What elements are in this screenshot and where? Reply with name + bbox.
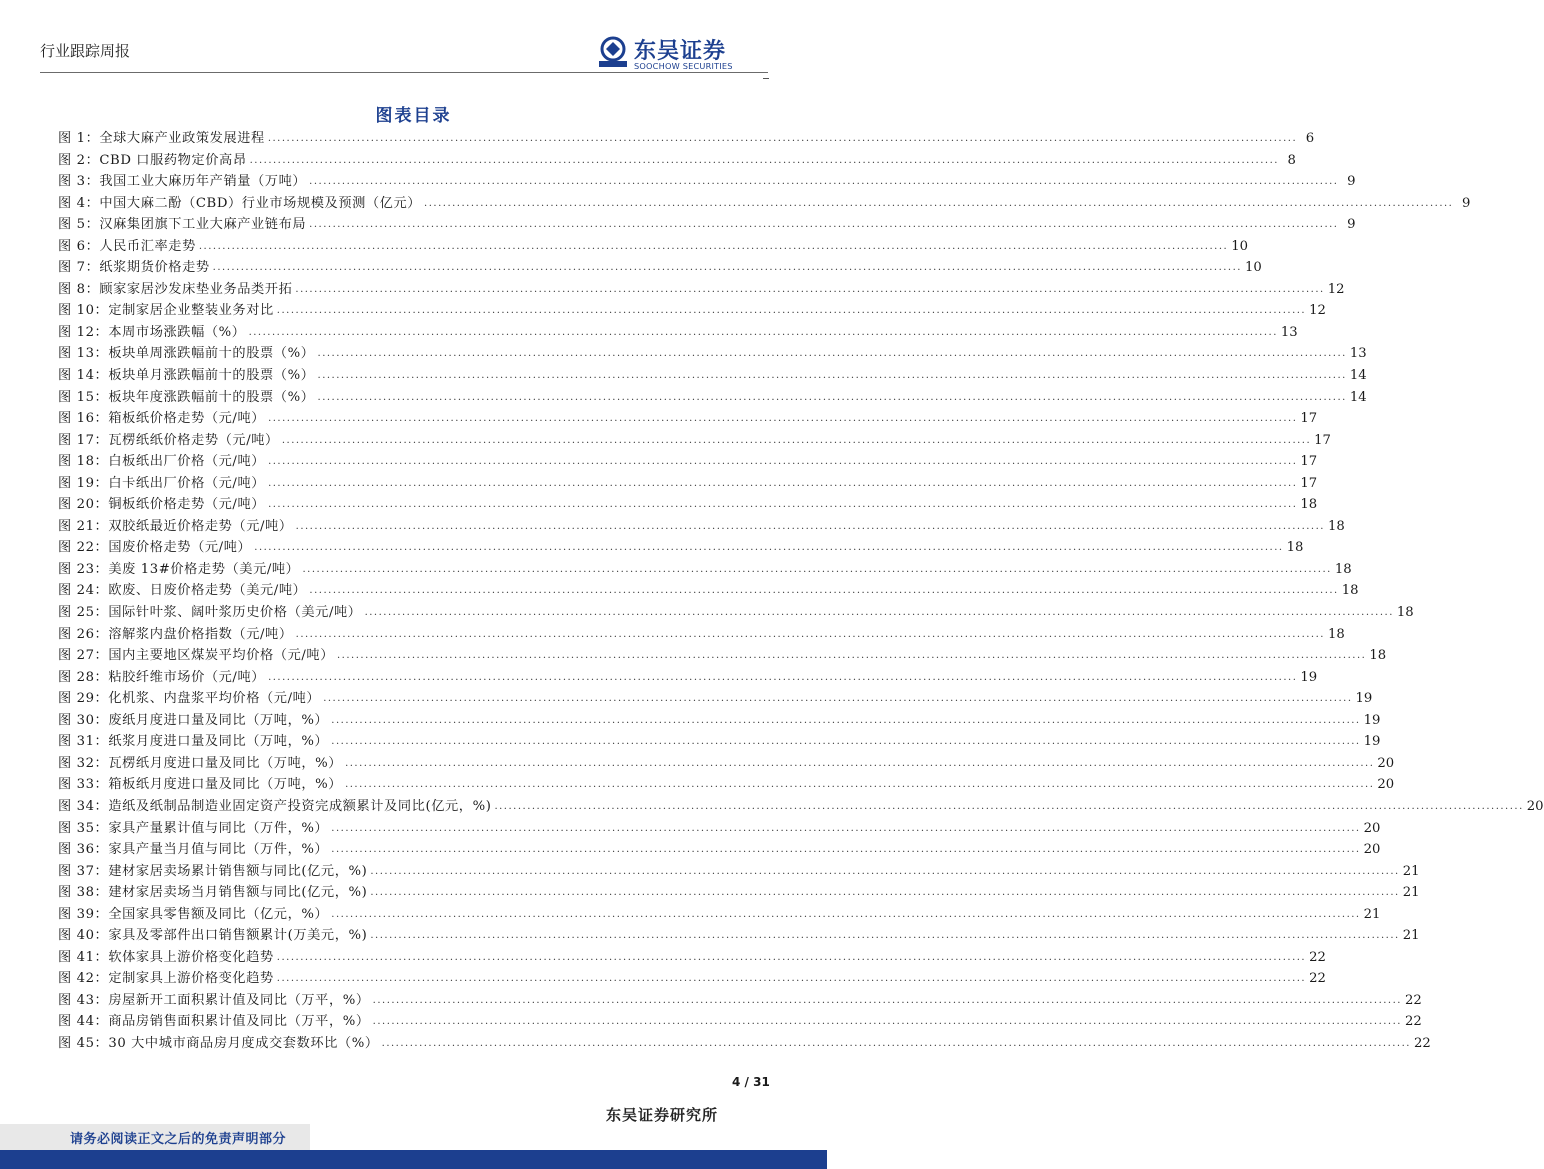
header-tick-mark [763,78,769,79]
toc-entry[interactable] [58,580,1359,602]
toc-entry-page: 14 [1349,389,1367,405]
toc-entry-page: 20 [1363,820,1381,836]
toc-entry[interactable] [58,193,1471,215]
dot-leader: ............................................................................................................................................................................................................................ [295,628,1325,640]
dot-leader: ............................................................................................................................................................................................................................ [309,585,1339,597]
toc-entry-label: 图 35：家具产量累计值与同比（万件，%） [58,820,329,836]
toc-entry[interactable] [58,839,1381,861]
toc-entry-page: 9 [1347,174,1356,190]
dot-leader: ............................................................................................................................................................................................................................ [268,671,1298,683]
dot-leader: ............................................................................................................................................................................................................................ [295,283,1325,295]
toc-entry-page: 20 [1526,798,1544,814]
toc-entry-label: 图 8：顾家家居沙发床垫业务品类开拓 [58,281,293,297]
toc-entry[interactable] [58,753,1395,775]
toc-entry-page: 18 [1369,648,1387,664]
dot-leader: ............................................................................................................................................................................................................................ [331,736,1361,748]
toc-entry[interactable] [58,408,1318,430]
dot-leader: ............................................................................................................................................................................................................................ [372,1016,1402,1028]
toc-entry-page: 20 [1377,755,1395,771]
toc-entry[interactable] [58,322,1298,344]
toc-entry[interactable] [58,602,1414,624]
toc-entry-label: 图 45：30 大中城市商品房月度成交套数环比（%） [58,1035,379,1051]
dot-leader: ............................................................................................................................................................................................................................ [381,1037,1411,1049]
toc-entry-page: 18 [1327,518,1345,534]
dot-leader: ............................................................................................................................................................................................................................ [267,133,1298,144]
dot-leader: ............................................................................................................................................................................................................................ [331,822,1361,834]
toc-entry-page: 18 [1334,561,1352,577]
toc-entry[interactable] [58,279,1345,301]
toc-entry-label: 图 27：国内主要地区煤炭平均价格（元/吨） [58,648,334,664]
toc-entry-label: 图 21：双胶纸最近价格走势（元/吨） [58,518,293,534]
toc-entry[interactable] [58,968,1326,990]
toc-entry-page: 17 [1314,432,1331,448]
toc-entry-page: 22 [1404,1014,1422,1030]
dot-leader: ............................................................................................................................................................................................................................ [317,370,1347,382]
toc-entry-page: 12 [1327,281,1345,297]
toc-entry-label: 图 13：板块单周涨跌幅前十的股票（%） [58,346,315,362]
toc-entry[interactable] [58,150,1296,172]
toc-entry[interactable] [58,559,1352,581]
toc-entry-page: 13 [1280,324,1298,340]
page-indicator: 4 / 31 [732,1075,770,1089]
toc-entry[interactable] [58,990,1422,1012]
logo-chinese-name: 东吴证券 [634,39,727,64]
toc-entry-label: 图 4：中国大麻二酚（CBD）行业市场规模及预测（亿元） [58,195,422,211]
dot-leader: ............................................................................................................................................................................................................................ [212,262,1242,274]
toc-entry-page: 18 [1286,540,1304,556]
toc-entry-label: 图 19：白卡纸出厂价格（元/吨） [58,475,266,491]
toc-entry-label: 图 39：全国家具零售额及同比（亿元，%） [58,906,329,922]
toc-entry-page: 17 [1300,454,1318,470]
dot-leader: ............................................................................................................................................................................................................................ [268,456,1298,468]
dot-leader: ............................................................................................................................................................................................................................ [317,348,1347,360]
dot-leader: ............................................................................................................................................................................................................................ [370,930,1400,942]
toc-entry-page: 6 [1305,131,1315,146]
toc-entry[interactable] [58,904,1381,926]
dot-leader: ............................................................................................................................................................................................................................ [276,951,1307,963]
toc-entry-label: 图 15：板块年度涨跌幅前十的股票（%） [58,389,315,405]
toc-entry[interactable] [58,516,1345,538]
toc-entry-page: 14 [1349,368,1367,384]
toc-entry-label: 图 40：家具及零部件出口销售额累计(万美元，%) [58,928,368,944]
dot-leader: ............................................................................................................................................................................................................................ [198,240,1229,252]
toc-entry[interactable] [58,494,1318,516]
toc-entry-label: 图 5：汉麻集团旗下工业大麻产业链布局 [58,217,307,233]
dot-leader: ............................................................................................................................................................................................................................ [364,607,1394,619]
dot-leader: ............................................................................................................................................................................................................................ [309,219,1339,231]
toc-entry[interactable] [58,214,1356,236]
toc-entry[interactable] [58,257,1262,279]
figure-list [58,128,1544,1055]
toc-entry[interactable] [58,1011,1422,1033]
toc-entry-label: 图 31：纸浆月度进口量及同比（万吨，%） [58,734,329,750]
logo-english-name: SOOCHOW SECURITIES [634,61,733,71]
toc-entry[interactable] [58,818,1381,840]
toc-entry[interactable] [58,171,1356,193]
dot-leader: ............................................................................................................................................................................................................................ [268,499,1298,511]
toc-entry-page: 21 [1402,885,1420,901]
toc-entry-page: 20 [1377,777,1395,793]
toc-entry-page: 19 [1300,669,1318,685]
toc-entry-page: 22 [1309,971,1326,987]
toc-entry-page: 20 [1363,842,1381,858]
dot-leader: ............................................................................................................................................................................................................................ [331,908,1361,920]
toc-entry-page: 19 [1363,734,1381,750]
toc-entry-label: 图 2：CBD 口服药物定价高昂 [58,152,247,168]
toc-entry-label: 图 18：白板纸出厂价格（元/吨） [58,454,266,470]
dot-leader: ............................................................................................................................................................................................................................ [494,800,1524,812]
toc-entry[interactable] [58,537,1304,559]
toc-entry-label: 图 17：瓦楞纸纸价格走势（元/吨） [58,432,279,448]
toc-entry-label: 图 41：软体家具上游价格变化趋势 [58,949,274,965]
toc-entry[interactable] [58,710,1381,732]
toc-entry[interactable] [58,1033,1431,1055]
dot-leader: ............................................................................................................................................................................................................................ [276,973,1307,985]
toc-entry-label: 图 12：本周市场涨跌幅（%） [58,324,246,340]
toc-entry-label: 图 29：化机浆、内盘浆平均价格（元/吨） [58,691,321,707]
dot-leader: ............................................................................................................................................................................................................................ [331,714,1361,726]
toc-entry[interactable] [58,861,1420,883]
toc-entry-page: 22 [1309,949,1326,965]
toc-entry[interactable] [58,796,1544,818]
footer-band [0,1150,827,1169]
toc-entry-page: 10 [1244,260,1262,276]
toc-entry-label: 图 44：商品房销售面积累计值及同比（万平，%） [58,1014,370,1030]
toc-entry-page: 10 [1231,238,1248,254]
dot-leader: ............................................................................................................................................................................................................................ [345,757,1375,769]
toc-entry[interactable] [58,236,1248,258]
toc-entry-label: 图 1：全球大麻产业政策发展进程 [58,131,265,146]
dot-leader: ............................................................................................................................................................................................................................ [337,650,1367,662]
toc-entry-page: 9 [1461,195,1471,211]
toc-entry-page: 19 [1363,712,1381,728]
report-type-label: 行业跟踪周报 [40,42,131,60]
toc-entry-page: 21 [1363,906,1381,922]
toc-entry[interactable] [58,451,1318,473]
toc-entry-label: 图 25：国际针叶浆、阔叶浆历史价格（美元/吨） [58,605,362,621]
toc-entry-label: 图 28：粘胶纤维市场价（元/吨） [58,669,266,685]
dot-leader: ............................................................................................................................................................................................................................ [345,779,1375,791]
toc-entry-page: 18 [1300,497,1318,513]
dot-leader: ............................................................................................................................................................................................................................ [370,887,1400,899]
scs-logo-icon [598,36,628,68]
dot-leader: ............................................................................................................................................................................................................................ [249,154,1279,166]
dot-leader: ............................................................................................................................................................................................................................ [268,477,1298,489]
header-divider [40,72,768,73]
toc-entry-page: 22 [1413,1035,1431,1051]
toc-entry-label: 图 22：国废价格走势（元/吨） [58,540,252,556]
toc-entry[interactable] [58,128,1315,150]
toc-entry-label: 图 3：我国工业大麻历年产销量（万吨） [58,174,307,190]
toc-entry-label: 图 16：箱板纸价格走势（元/吨） [58,411,266,427]
toc-entry[interactable] [58,667,1318,689]
dot-leader: ............................................................................................................................................................................................................................ [268,413,1298,425]
toc-entry-page: 18 [1341,583,1359,599]
dot-leader: ............................................................................................................................................................................................................................ [331,844,1361,856]
toc-entry-page: 21 [1402,928,1420,944]
toc-title: 图表目录 [375,106,452,126]
toc-entry[interactable] [58,645,1387,667]
dot-leader: ............................................................................................................................................................................................................................ [309,176,1339,188]
toc-entry-page: 21 [1402,863,1420,879]
toc-entry-label: 图 34：造纸及纸制品制造业固定资产投资完成额累计及同比(亿元，%) [58,798,492,814]
toc-entry-page: 8 [1287,152,1296,168]
toc-entry-label: 图 38：建材家居卖场当月销售额与同比(亿元，%) [58,885,368,901]
toc-entry-label: 图 14：板块单月涨跌幅前十的股票（%） [58,368,315,384]
institute-name: 东吴证券研究所 [606,1106,719,1124]
toc-entry-label: 图 20：铜板纸价格走势（元/吨） [58,497,266,513]
dot-leader: ............................................................................................................................................................................................................................ [370,865,1400,877]
toc-entry-page: 17 [1300,475,1318,491]
toc-entry[interactable] [58,624,1345,646]
toc-entry-label: 图 43：房屋新开工面积累计值及同比（万平，%） [58,992,370,1008]
toc-entry-page: 18 [1327,626,1345,642]
dot-leader: ............................................................................................................................................................................................................................ [424,197,1454,209]
disclaimer-text: 请务必阅读正文之后的免责声明部分 [70,1132,287,1147]
dot-leader: ............................................................................................................................................................................................................................ [317,391,1347,403]
dot-leader: ............................................................................................................................................................................................................................ [295,520,1325,532]
toc-entry-label: 图 7：纸浆期货价格走势 [58,260,210,276]
toc-entry-page: 12 [1309,303,1326,319]
toc-entry[interactable] [58,688,1373,710]
toc-entry[interactable] [58,343,1367,365]
toc-entry[interactable] [58,387,1367,409]
toc-entry-page: 19 [1355,691,1373,707]
toc-entry[interactable] [58,365,1367,387]
dot-leader: ............................................................................................................................................................................................................................ [372,994,1402,1006]
toc-entry[interactable] [58,731,1381,753]
dot-leader: ............................................................................................................................................................................................................................ [323,693,1353,705]
toc-entry-label: 图 36：家具产量当月值与同比（万件，%） [58,842,329,858]
dot-leader: ............................................................................................................................................................................................................................ [281,434,1312,446]
toc-entry-label: 图 23：美废 13#价格走势（美元/吨） [58,561,300,577]
toc-entry-label: 图 37：建材家居卖场累计销售额与同比(亿元，%) [58,863,368,879]
toc-entry-page: 18 [1396,605,1414,621]
toc-entry-label: 图 32：瓦楞纸月度进口量及同比（万吨，%） [58,755,343,771]
toc-entry-label: 图 33：箱板纸月度进口量及同比（万吨，%） [58,777,343,793]
dot-leader: ............................................................................................................................................................................................................................ [254,542,1284,554]
toc-entry-label: 图 24：欧废、日废价格走势（美元/吨） [58,583,307,599]
toc-entry[interactable] [58,947,1326,969]
toc-entry-label: 图 10：定制家居企业整装业务对比 [58,303,274,319]
toc-entry[interactable] [58,925,1420,947]
company-logo [598,34,768,72]
toc-entry-label: 图 26：溶解浆内盘价格指数（元/吨） [58,626,293,642]
toc-entry[interactable] [58,473,1318,495]
dot-leader: ............................................................................................................................................................................................................................ [248,326,1278,338]
toc-entry-label: 图 30：废纸月度进口量及同比（万吨，%） [58,712,329,728]
toc-entry[interactable] [58,300,1326,322]
toc-entry-page: 9 [1347,217,1356,233]
toc-entry-page: 22 [1404,992,1422,1008]
toc-entry-page: 17 [1300,411,1318,427]
toc-entry[interactable] [58,882,1420,904]
toc-entry[interactable] [58,774,1395,796]
dot-leader: ............................................................................................................................................................................................................................ [302,563,1332,575]
toc-entry-label: 图 6：人民币汇率走势 [58,238,196,254]
toc-entry[interactable] [58,430,1331,452]
dot-leader: ............................................................................................................................................................................................................................ [276,305,1307,317]
toc-entry-page: 13 [1349,346,1367,362]
toc-entry-label: 图 42：定制家具上游价格变化趋势 [58,971,274,987]
